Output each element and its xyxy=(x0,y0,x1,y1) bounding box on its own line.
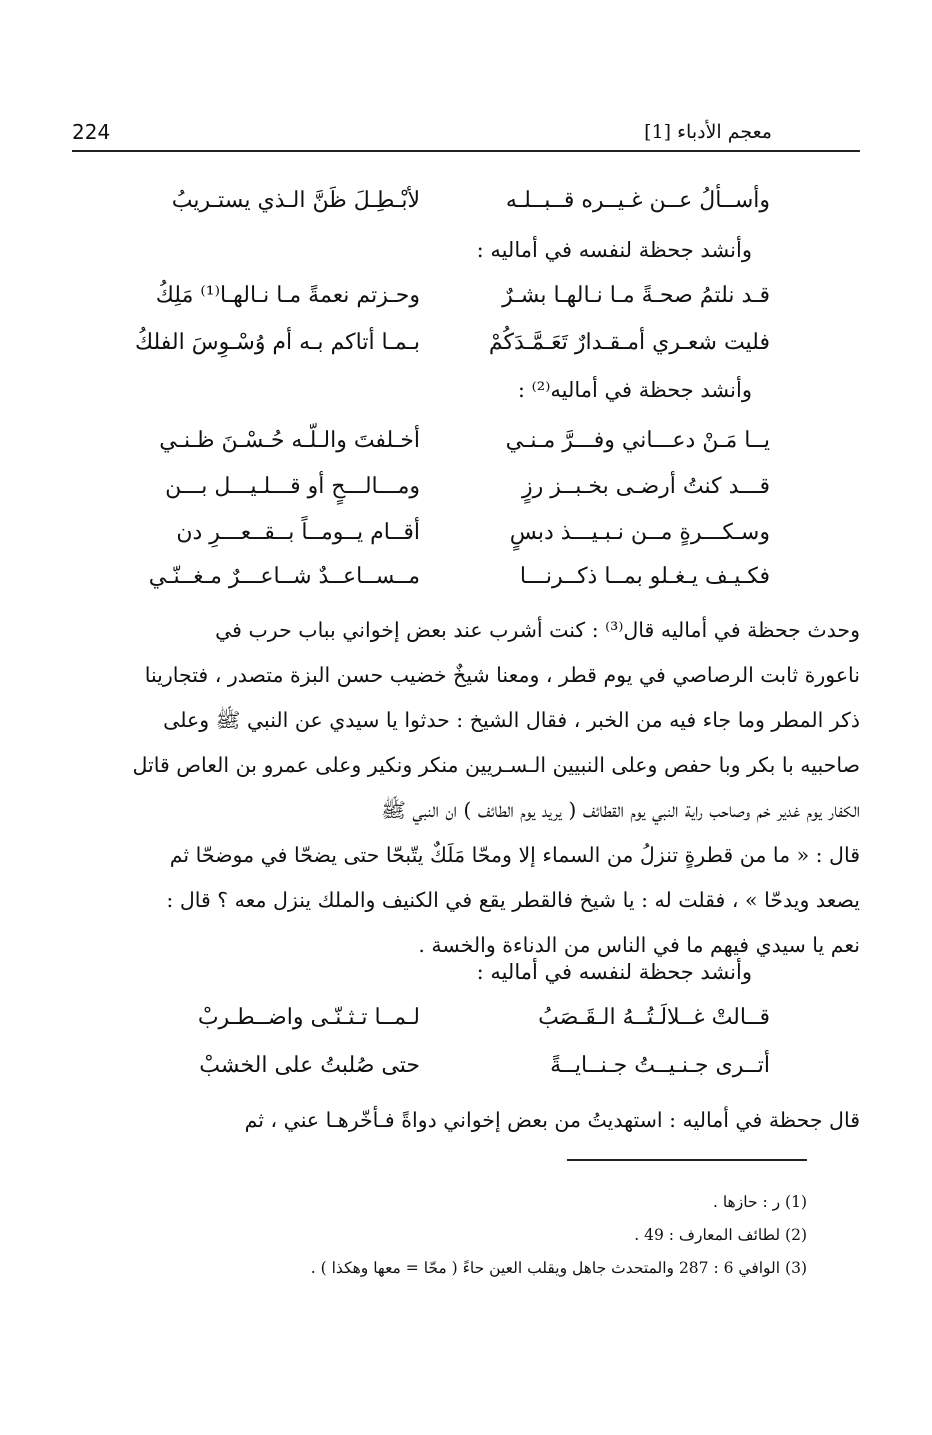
verse-first-hemistich: يــا مَـنْ دعـــاني وفـــرَّ مـنـي xyxy=(505,428,770,453)
prose-line: يصعد ويدحّا » ، فقلت له : يا شيخ فالقطر يقع في الكنيف والملك ينزل معه ؟ قال : xyxy=(166,888,860,912)
prose-line: وحدث جحظة في أماليه قال⁽³⁾ : كنت أشرب عند بعض إخواني بباب حرب في xyxy=(215,618,860,642)
verse-second-hemistich: مــســاعــدٌ شــاعـــرٌ مـغــنّـي xyxy=(148,564,420,589)
book-title: معجم الأدباء [1] xyxy=(644,121,772,143)
prose-line: قال : « ما من قطرةٍ تنزلُ من السماء إلا ومحّا مَلَكٌ يتّبحّا حتى يضحّا في موضحّا ثم xyxy=(169,843,860,867)
prose-line: الكفار يوم غدير خم وصاحب راية النبي يوم القطائف ( يريد يوم الطائف ) ان النبي ﷺ xyxy=(381,798,860,822)
page-number: 224 xyxy=(72,120,111,144)
verse-second-hemistich: لـمــا تـثـنّـى واضــطـربْ xyxy=(197,1005,420,1030)
verse-line xyxy=(90,1005,790,1049)
prose-paragraph xyxy=(60,608,860,968)
prose-line: ناعورة ثابت الرصاصي في يوم قطر ، ومعنا شيخٌ خضيب حسن البزة متصدر ، فتجارينا xyxy=(144,663,860,687)
footnote: (2) لطائف المعارف : 49 . xyxy=(634,1226,807,1244)
prose-line: قال جحظة في أماليه : استهديتُ من بعض إخواني دواةً فـأخّرهـا عني ، ثم xyxy=(244,1108,860,1132)
verse-first-hemistich: قـــد كنتُ أرضـى بخـبــز رزٍ xyxy=(522,474,770,499)
verse-second-hemistich: أخـلفتَ والـلّـه حُـسْـنَ ظـنـي xyxy=(159,428,420,453)
verse-line xyxy=(90,188,790,232)
verse-line xyxy=(90,330,790,374)
verse-line xyxy=(90,428,790,472)
verse-second-hemistich: حتى صُلبتُ على الخشبْ xyxy=(199,1053,420,1078)
prose-paragraph xyxy=(60,1098,860,1143)
prose-line: صاحبيه با بكر وبا حفص وعلى النبيين الـسـريين منكر ونكير وعلى عمرو بن العاص قاتل xyxy=(132,753,860,777)
footnote: (1) ر : حازها . xyxy=(712,1193,807,1211)
verse-second-hemistich: لأبْـطِـلَ ظَنَّ الـذي يستـريبُ xyxy=(171,188,420,213)
verse-intro: وأنشد جحظة لنفسه في أماليه : xyxy=(476,238,752,262)
verse-first-hemistich: وسـكـــرةٍ مــن نـبـيـــذ دبسٍ xyxy=(509,520,770,545)
footnote-divider xyxy=(567,1159,807,1161)
verse-second-hemistich: وحـزتم نعمةً مـا نـالهـا⁽¹⁾ مَلِكُ xyxy=(155,283,420,308)
verse-first-hemistich: فكـيـف يـغـلو بمــا ذكــرنـــا xyxy=(519,564,770,589)
verse-second-hemistich: أقــام يــومــاً بــقــعـــرِ دن xyxy=(176,520,420,545)
header-divider xyxy=(72,150,860,152)
verse-first-hemistich: قــالتْ غــلالَـتُــهُ الـقَـصَبُ xyxy=(538,1005,770,1030)
verse-first-hemistich: أتــرى جـنـيــتُ جـنــايــةً xyxy=(550,1053,770,1078)
verse-line xyxy=(90,520,790,564)
prose-line: ذكر المطر وما جاء فيه من الخبر ، فقال الشيخ : حدثوا يا سيدي عن النبي ﷺ وعلى xyxy=(163,708,860,732)
verse-line xyxy=(90,564,790,608)
prose-line: نعم يا سيدي فيهم ما في الناس من الدناءة والخسة . xyxy=(418,933,860,957)
verse-intro: وأنشد جحظة لنفسه في أماليه : xyxy=(476,960,752,984)
verse-intro: وأنشد جحظة في أماليه⁽²⁾ : xyxy=(517,378,752,402)
verse-first-hemistich: قـد نلتمُ صحـةً مـا نـالهـا بشـرٌ xyxy=(502,283,770,308)
verse-line xyxy=(90,1053,790,1097)
verse-second-hemistich: ومـــالـــحٍ أو قـــلـيـــل بـــن xyxy=(165,474,420,499)
verse-line xyxy=(90,474,790,518)
verse-second-hemistich: بـمـا أتاكم بـه أم وُسْـوِسَ الفلكُ xyxy=(134,330,420,355)
verse-line xyxy=(90,283,790,327)
footnote: (3) الوافي 6 : 287 والمتحدث جاهل ويقلب العين حاءً ( محّا = معها وهكذا ) . xyxy=(310,1259,807,1277)
verse-first-hemistich: وأســألُ عــن غـيــره قــبــلـه xyxy=(505,188,770,213)
verse-first-hemistich: فليت شعـري أمـقـدارٌ تَعَـمَّـدَكُمْ xyxy=(488,330,770,355)
